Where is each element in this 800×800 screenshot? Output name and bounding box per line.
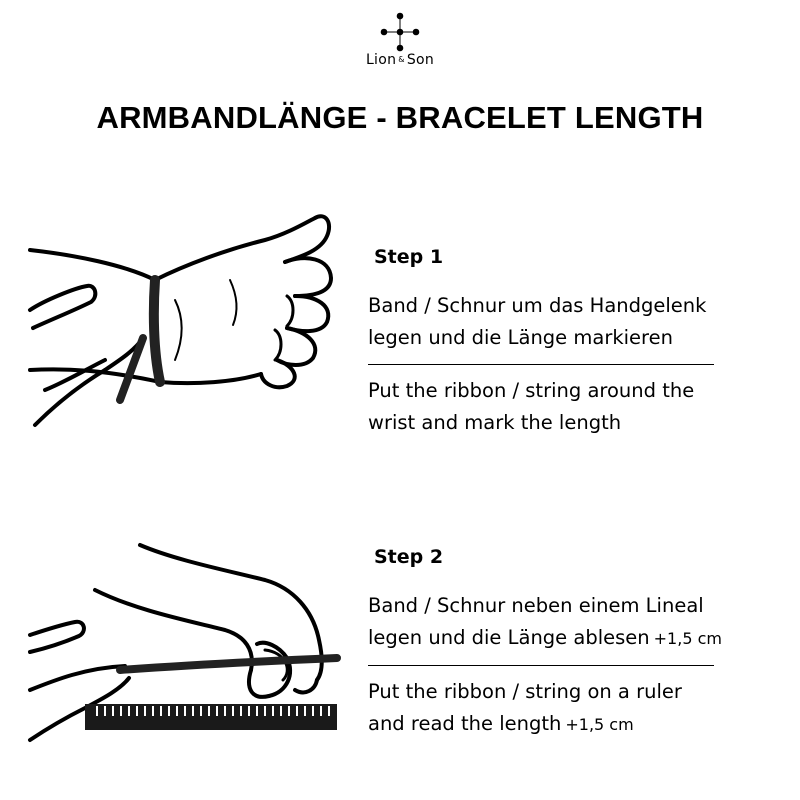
step-2-german-suffix: +1,5 cm — [653, 629, 722, 648]
lion-son-logo-icon — [376, 12, 424, 52]
wrist-measure-icon — [25, 210, 355, 440]
step-1-heading: Step 1 — [374, 246, 444, 268]
step-2-heading: Step 2 — [374, 546, 444, 568]
step-2-english-line-1: Put the ribbon / string on a ruler — [368, 680, 682, 703]
brand-logo — [340, 12, 460, 72]
brand-name-left: Lion — [365, 52, 397, 68]
step-2-german-line-1: Band / Schnur neben einem Lineal — [368, 594, 704, 617]
brand-name — [340, 52, 460, 68]
page-title: ARMBANDLÄNGE - BRACELET LENGTH — [96, 100, 704, 135]
step-1 — [368, 246, 788, 439]
brand-ampersand: & — [398, 55, 405, 64]
step-2-divider — [368, 665, 714, 666]
step-2-english-suffix: +1,5 cm — [565, 715, 634, 734]
step-2-german-line-2-text: legen und die Länge ablesen — [368, 626, 650, 649]
step-1-english-line-1: Put the ribbon / string around the — [368, 379, 695, 402]
step-2 — [368, 546, 788, 741]
step-1-english-line-2: wrist and mark the length — [368, 411, 622, 434]
step-2-german-line-2 — [368, 622, 788, 655]
step-1-german-line-1: Band / Schnur um das Handgelenk — [368, 294, 707, 317]
step-1-german-line-2: legen und die Länge markieren — [368, 326, 673, 349]
ruler-measure-icon — [25, 540, 355, 755]
step-2-english-line-2 — [368, 708, 788, 741]
step-1-divider — [368, 364, 714, 365]
brand-name-right: Son — [406, 52, 435, 68]
step-2-english-line-2-text: and read the length — [368, 712, 562, 735]
